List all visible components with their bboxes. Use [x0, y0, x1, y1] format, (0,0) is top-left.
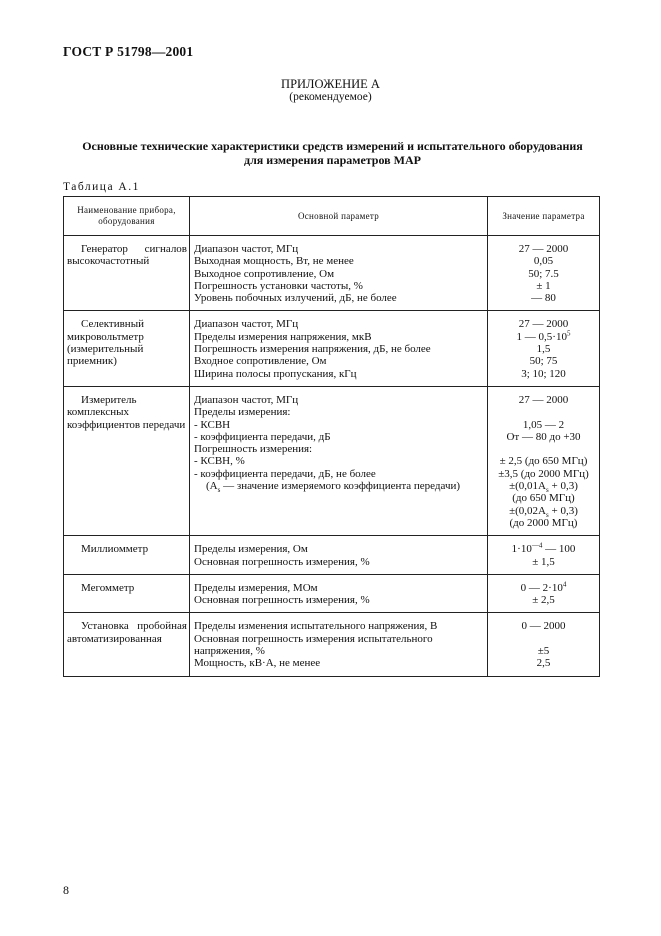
value-list: 0 — 2000 ±5 2,5	[488, 613, 600, 676]
document-standard-number: ГОСТ Р 51798—2001	[63, 44, 194, 59]
document-title-line-2: для измерения параметров МАР	[244, 153, 421, 167]
column-header-device: Наименование прибора, оборудования	[64, 197, 190, 236]
appendix-heading	[0, 78, 661, 104]
device-name: Миллиомметр	[64, 536, 190, 575]
appendix-title: ПРИЛОЖЕНИЕ А	[281, 77, 380, 91]
table-row	[64, 613, 600, 676]
parameter-list: Пределы изменения испытательного напряжения, В Основная погрешность измерения испытательного напряжения, % Мощность, кВ·А, не менее	[190, 613, 488, 676]
column-header-parameter: Основной параметр	[190, 197, 488, 236]
value-list: 27 — 2000 1,05 — 2 От — 80 до +30 ± 2,5 (до 650 МГц) ±3,5 (до 2000 МГц) $\pm(0,01A_s + 0,3)$ (до 650 МГц) $\pm(0,02A_s + 0,3)$ (до 2000 МГц)	[488, 386, 600, 535]
parameter-list: Диапазон частот, МГц Выходная мощность, Вт, не менее Выходное сопротивление, Ом Погрешность установки частоты, % Уровень побочных излучений, дБ, не более	[190, 236, 488, 311]
table-row	[64, 236, 600, 311]
table-header-row	[64, 197, 600, 236]
parameter-list: Диапазон частот, МГц Пределы измерения: - КСВН - коэффициента передачи, дБ Погрешность измерения: - КСВН, % - коэффициента передачи, дБ, не более ($A_s$ — значение измеряемого коэффициента передачи)	[190, 386, 488, 535]
value-list: $1\cdot 10^{—4}$ — 100 ± 1,5	[488, 536, 600, 575]
column-header-value: Значение параметра	[488, 197, 600, 236]
parameter-list: Диапазон частот, МГц Пределы измерения напряжения, мкВ Погрешность измерения напряжения, дБ, не более Входное сопротивление, Ом Ширина полосы пропускания, кГц	[190, 311, 488, 386]
device-name: Селективный микровольтметр (измерительный приемник)	[64, 311, 190, 386]
document-title-line-1: Основные технические характеристики средств измерений и испытательного оборудования	[82, 139, 583, 153]
table-caption: Таблица А.1	[63, 181, 140, 193]
parameter-list: Пределы измерения, МОм Основная погрешность измерения, %	[190, 574, 488, 613]
device-name: Установка пробойная автоматизированная	[64, 613, 190, 676]
table-row	[64, 311, 600, 386]
table-row	[64, 574, 600, 613]
parameter-list: Пределы измерения, Ом Основная погрешность измерения, %	[190, 536, 488, 575]
page-number: 8	[63, 883, 69, 897]
document-title	[60, 139, 605, 167]
device-name: Генератор сигналов высокочастотный	[64, 236, 190, 311]
value-list: 27 — 2000 1 — $0,5\cdot 10^5$ 1,5 50; 75 3; 10; 120	[488, 311, 600, 386]
table-row	[64, 386, 600, 535]
value-list: 0 — $2\cdot 10^4$ ± 2,5	[488, 574, 600, 613]
table-row	[64, 536, 600, 575]
value-list: 27 — 2000 0,05 50; 7.5 ± 1 — 80	[488, 236, 600, 311]
device-name: Мегомметр	[64, 574, 190, 613]
appendix-subtitle: (рекомендуемое)	[289, 91, 372, 103]
device-name: Измеритель комплексных коэффициентов передачи	[64, 386, 190, 535]
specifications-table	[63, 196, 600, 677]
